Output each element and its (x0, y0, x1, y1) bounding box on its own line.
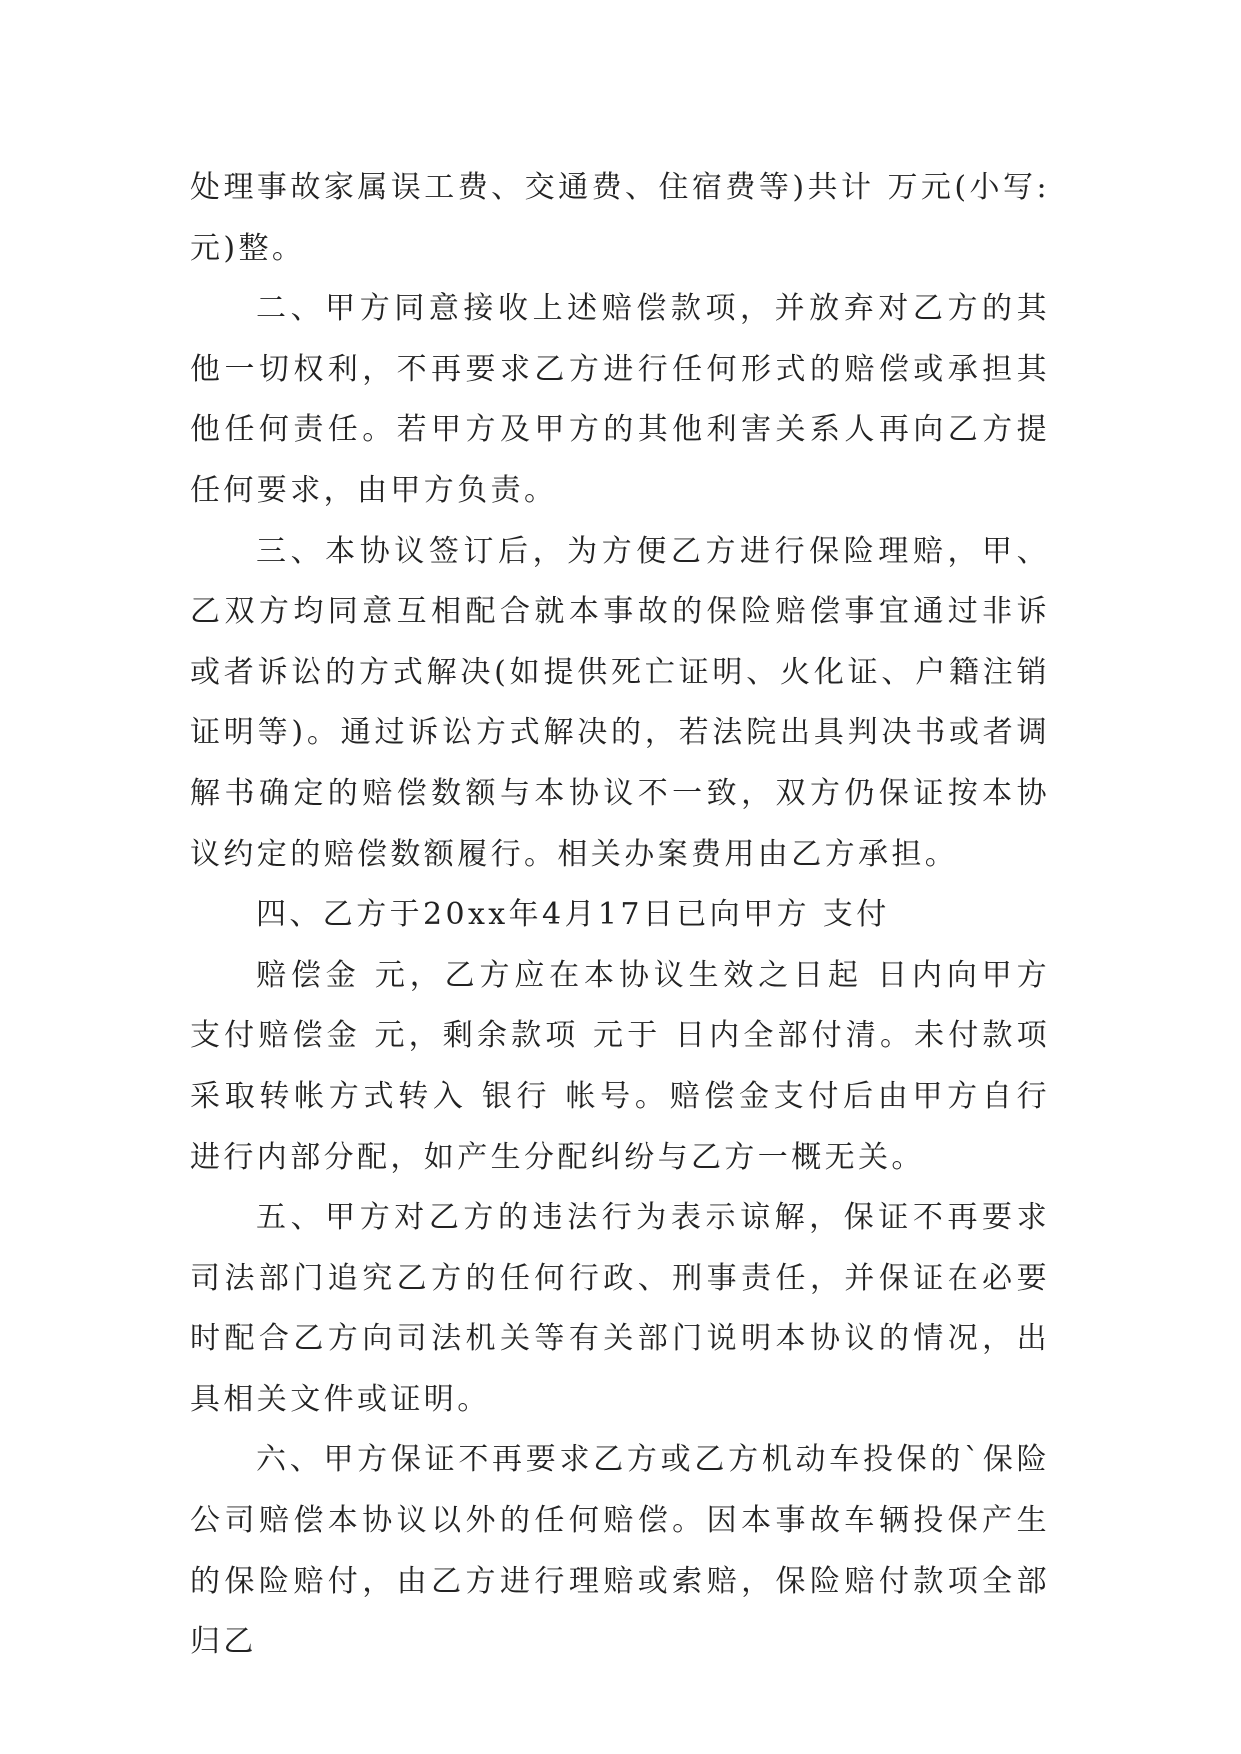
paragraph-clause-5: 五、甲方对乙方的违法行为表示谅解，保证不再要求司法部门追究乙方的任何行政、刑事责任，并保证在必要时配合乙方向司法机关等有关部门说明本协议的情况，出具相关文件或证明。 (190, 1200, 1050, 1417)
paragraph-clause-6: 六、甲方保证不再要求乙方或乙方机动车投保的`保险公司赔偿本协议以外的任何赔偿。因本事故车辆投保产生的保险赔付，由乙方进行理赔或索赔，保险赔付款项全部归乙 (190, 1442, 1050, 1660)
document-body (190, 158, 1050, 1673)
paragraph-clause-3: 三、本协议签订后，为方便乙方进行保险理赔，甲、乙双方均同意互相配合就本事故的保险赔偿事宜通过非诉或者诉讼的方式解决(如提供死亡证明、火化证、户籍注销证明等)。通过诉讼方式解决的，若法院出具判决书或者调解书确定的赔偿数额与本协议不一致，双方仍保证按本协议约定的赔偿数额履行。相关办案费用由乙方承担。 (190, 533, 1050, 872)
paragraph-continued-expenses: 处理事故家属误工费、交通费、住宿费等)共计 万元(小写:元)整。 (190, 170, 1050, 266)
paragraph-clause-4: 四、乙方于20xx年4月17日已向甲方 支付 (256, 897, 890, 933)
paragraph-clause-4-payment: 赔偿金 元，乙方应在本协议生效之日起 日内向甲方支付赔偿金 元，剩余款项 元于 日内全部付清。未付款项采取转帐方式转入 银行 帐号。赔偿金支付后由甲方自行进行内部分配，如产生分配纠纷与乙方一概无关。 (190, 957, 1050, 1175)
paragraph-clause-2: 二、甲方同意接收上述赔偿款项，并放弃对乙方的其他一切权利，不再要求乙方进行任何形式的赔偿或承担其他任何责任。若甲方及甲方的其他利害关系人再向乙方提任何要求，由甲方负责。 (190, 291, 1050, 508)
